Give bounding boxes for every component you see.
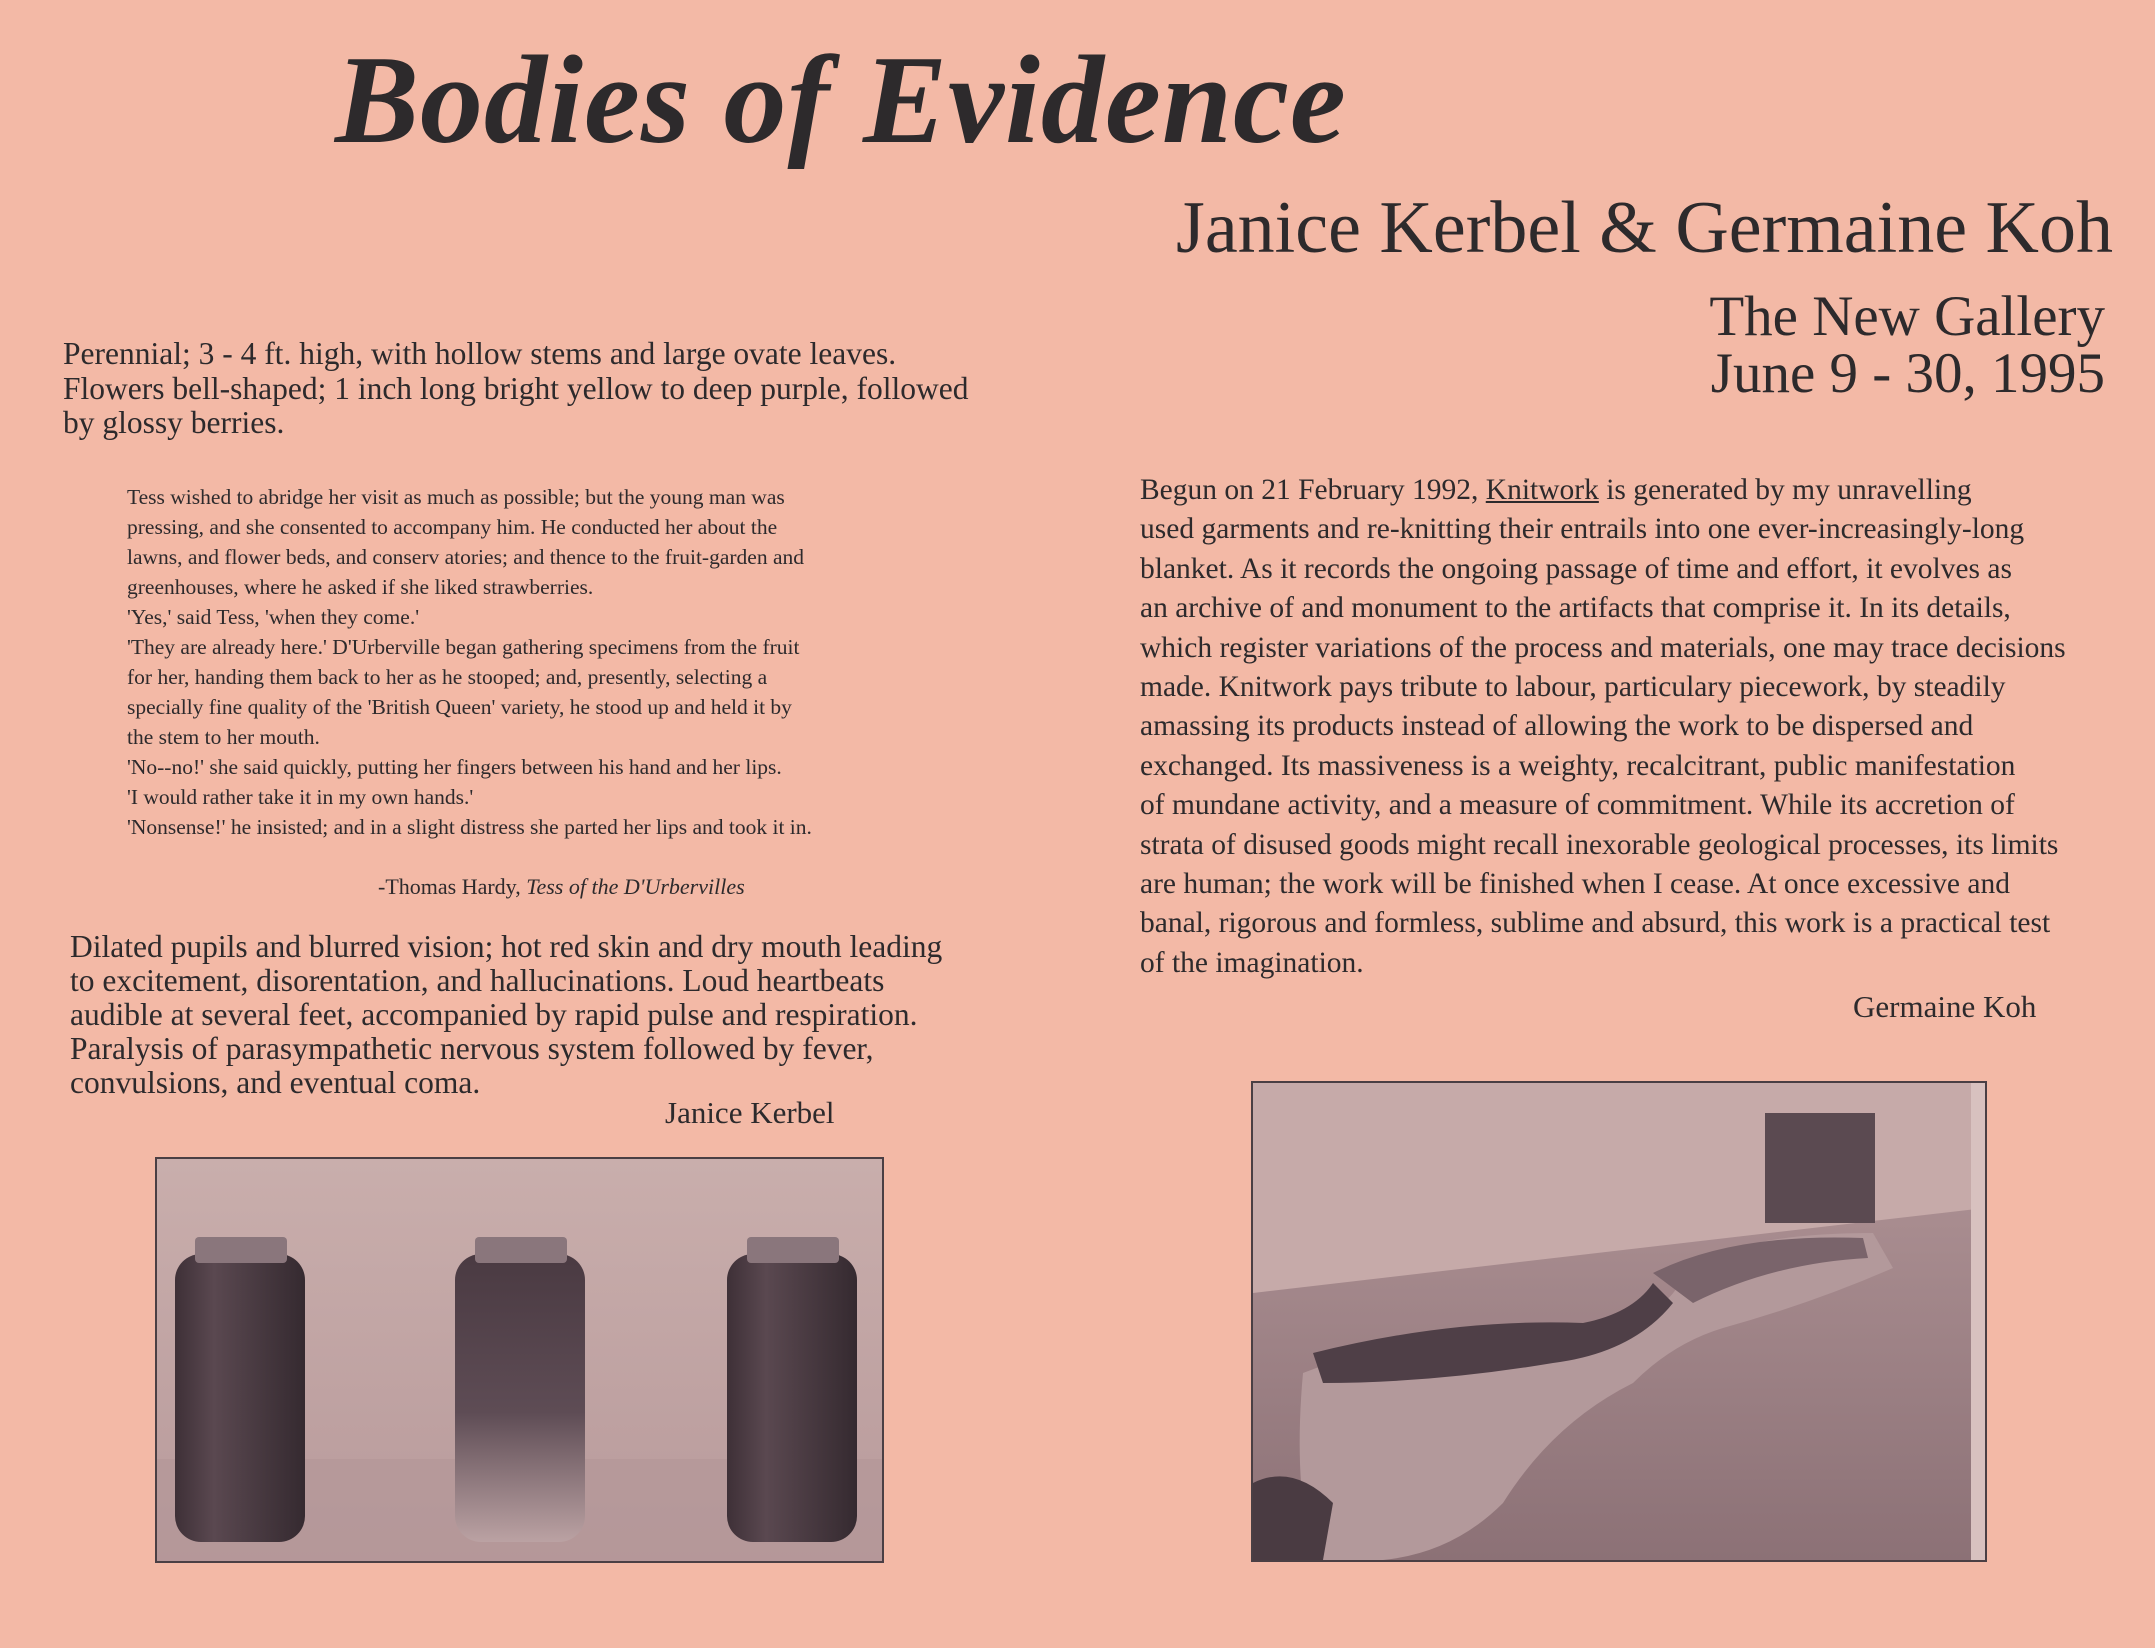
- jars-photo: [155, 1157, 884, 1563]
- text-line: [1140, 471, 2100, 510]
- text-line: made. Knitwork pays tribute to labour, particulary piecework, by steadily: [1140, 671, 2006, 704]
- quote-attribution: [378, 874, 745, 900]
- quote-line: pressing, and she consented to accompany him. He conducted her about the: [127, 515, 778, 539]
- text-line: Dilated pupils and blurred vision; hot red skin and dry mouth leading: [70, 929, 943, 964]
- jar-left: [175, 1237, 305, 1542]
- text-line: an archive of and monument to the artifacts that comprise it. In its details,: [1140, 592, 2011, 625]
- text-line: Flowers bell-shaped; 1 inch long bright yellow to deep purple, followed: [63, 370, 969, 406]
- knitwork-photo: [1251, 1081, 1987, 1562]
- signature-germaine-koh: Germaine Koh: [1853, 989, 2037, 1024]
- text-fragment: is generated by my unravelling: [1598, 474, 1972, 506]
- quote-line: lawns, and flower beds, and conserv atories; and thence to the fruit-garden and: [127, 545, 805, 569]
- quote-line: 'No--no!' she said quickly, putting her fingers between his hand and her lips.: [127, 755, 782, 779]
- quote-line: Tess wished to abridge her visit as much as possible; but the young man was: [127, 485, 785, 509]
- text-line: Paralysis of parasympathetic nervous system followed by fever,: [70, 1031, 874, 1066]
- quote-line: for her, handing them back to her as he stooped; and, presently, selecting a: [127, 665, 768, 689]
- knitwork-title: Knitwork: [1485, 474, 1599, 506]
- quote-line: 'I would rather take it in my own hands.': [127, 785, 474, 809]
- text-line: strata of disused goods might recall inexorable geological processes, its limits: [1140, 828, 2059, 861]
- signature-janice-kerbel: Janice Kerbel: [665, 1095, 835, 1130]
- text-line: amassing its products instead of allowing the work to be dispersed and: [1140, 710, 1974, 743]
- knitwork-illustration: [1253, 1083, 1985, 1560]
- artists-heading: Janice Kerbel & Germaine Koh: [1176, 187, 2113, 269]
- quote-line: specially fine quality of the 'British Queen' variety, he stood up and held it by: [127, 695, 792, 719]
- text-line: convulsions, and eventual coma.: [70, 1065, 481, 1100]
- quote-line: 'Nonsense!' he insisted; and in a slight distress she parted her lips and took it in.: [127, 815, 812, 839]
- text-line: by glossy berries.: [63, 405, 285, 441]
- venue-block: [1709, 285, 2105, 405]
- text-line: Perennial; 3 - 4 ft. high, with hollow stems and large ovate leaves.: [63, 336, 897, 371]
- attribution-author: -Thomas Hardy,: [378, 874, 527, 899]
- venue-name: The New Gallery: [1709, 285, 2105, 348]
- text-line: to excitement, disorentation, and hallucinations. Loud heartbeats: [70, 963, 885, 998]
- quote-line: greenhouses, where he asked if she liked strawberries.: [127, 575, 594, 599]
- text-line: audible at several feet, accompanied by rapid pulse and respiration.: [70, 997, 918, 1032]
- symptoms-description: [70, 930, 1030, 1100]
- quote-line: the stem to her mouth.: [127, 725, 320, 749]
- text-line: blanket. As it records the ongoing passage of time and effort, it evolves as: [1140, 552, 2012, 585]
- plant-description: [63, 337, 1023, 441]
- text-fragment: Begun on 21 February 1992,: [1140, 474, 1486, 506]
- exhibition-dates: June 9 - 30, 1995: [1710, 342, 2105, 405]
- jar-middle: [455, 1237, 585, 1542]
- quote-line: 'They are already here.' D'Urberville began gathering specimens from the fruit: [127, 635, 800, 659]
- text-line: banal, rigorous and formless, sublime and absurd, this work is a practical test: [1140, 907, 2051, 940]
- text-line: are human; the work will be finished when I cease. At once excessive and: [1140, 868, 2010, 901]
- text-line: which register variations of the process and materials, one may trace decisions: [1140, 631, 2066, 664]
- quote-line: 'Yes,' said Tess, 'when they come.': [127, 605, 420, 629]
- text-line: used garments and re-knitting their entrails into one ever-increasingly-long: [1140, 513, 2025, 546]
- jars-illustration: [157, 1159, 882, 1561]
- text-line: of mundane activity, and a measure of commitment. While its accretion of: [1140, 789, 2015, 822]
- text-line: exchanged. Its massiveness is a weighty, recalcitrant, public manifestation: [1140, 749, 2016, 782]
- attribution-work: Tess of the D'Urbervilles: [526, 874, 745, 899]
- text-line: of the imagination.: [1140, 946, 1364, 979]
- knitwork-statement: [1140, 471, 2100, 983]
- page-title: Bodies of Evidence: [335, 31, 1347, 170]
- jar-right: [727, 1237, 857, 1542]
- hardy-quote: [127, 482, 947, 842]
